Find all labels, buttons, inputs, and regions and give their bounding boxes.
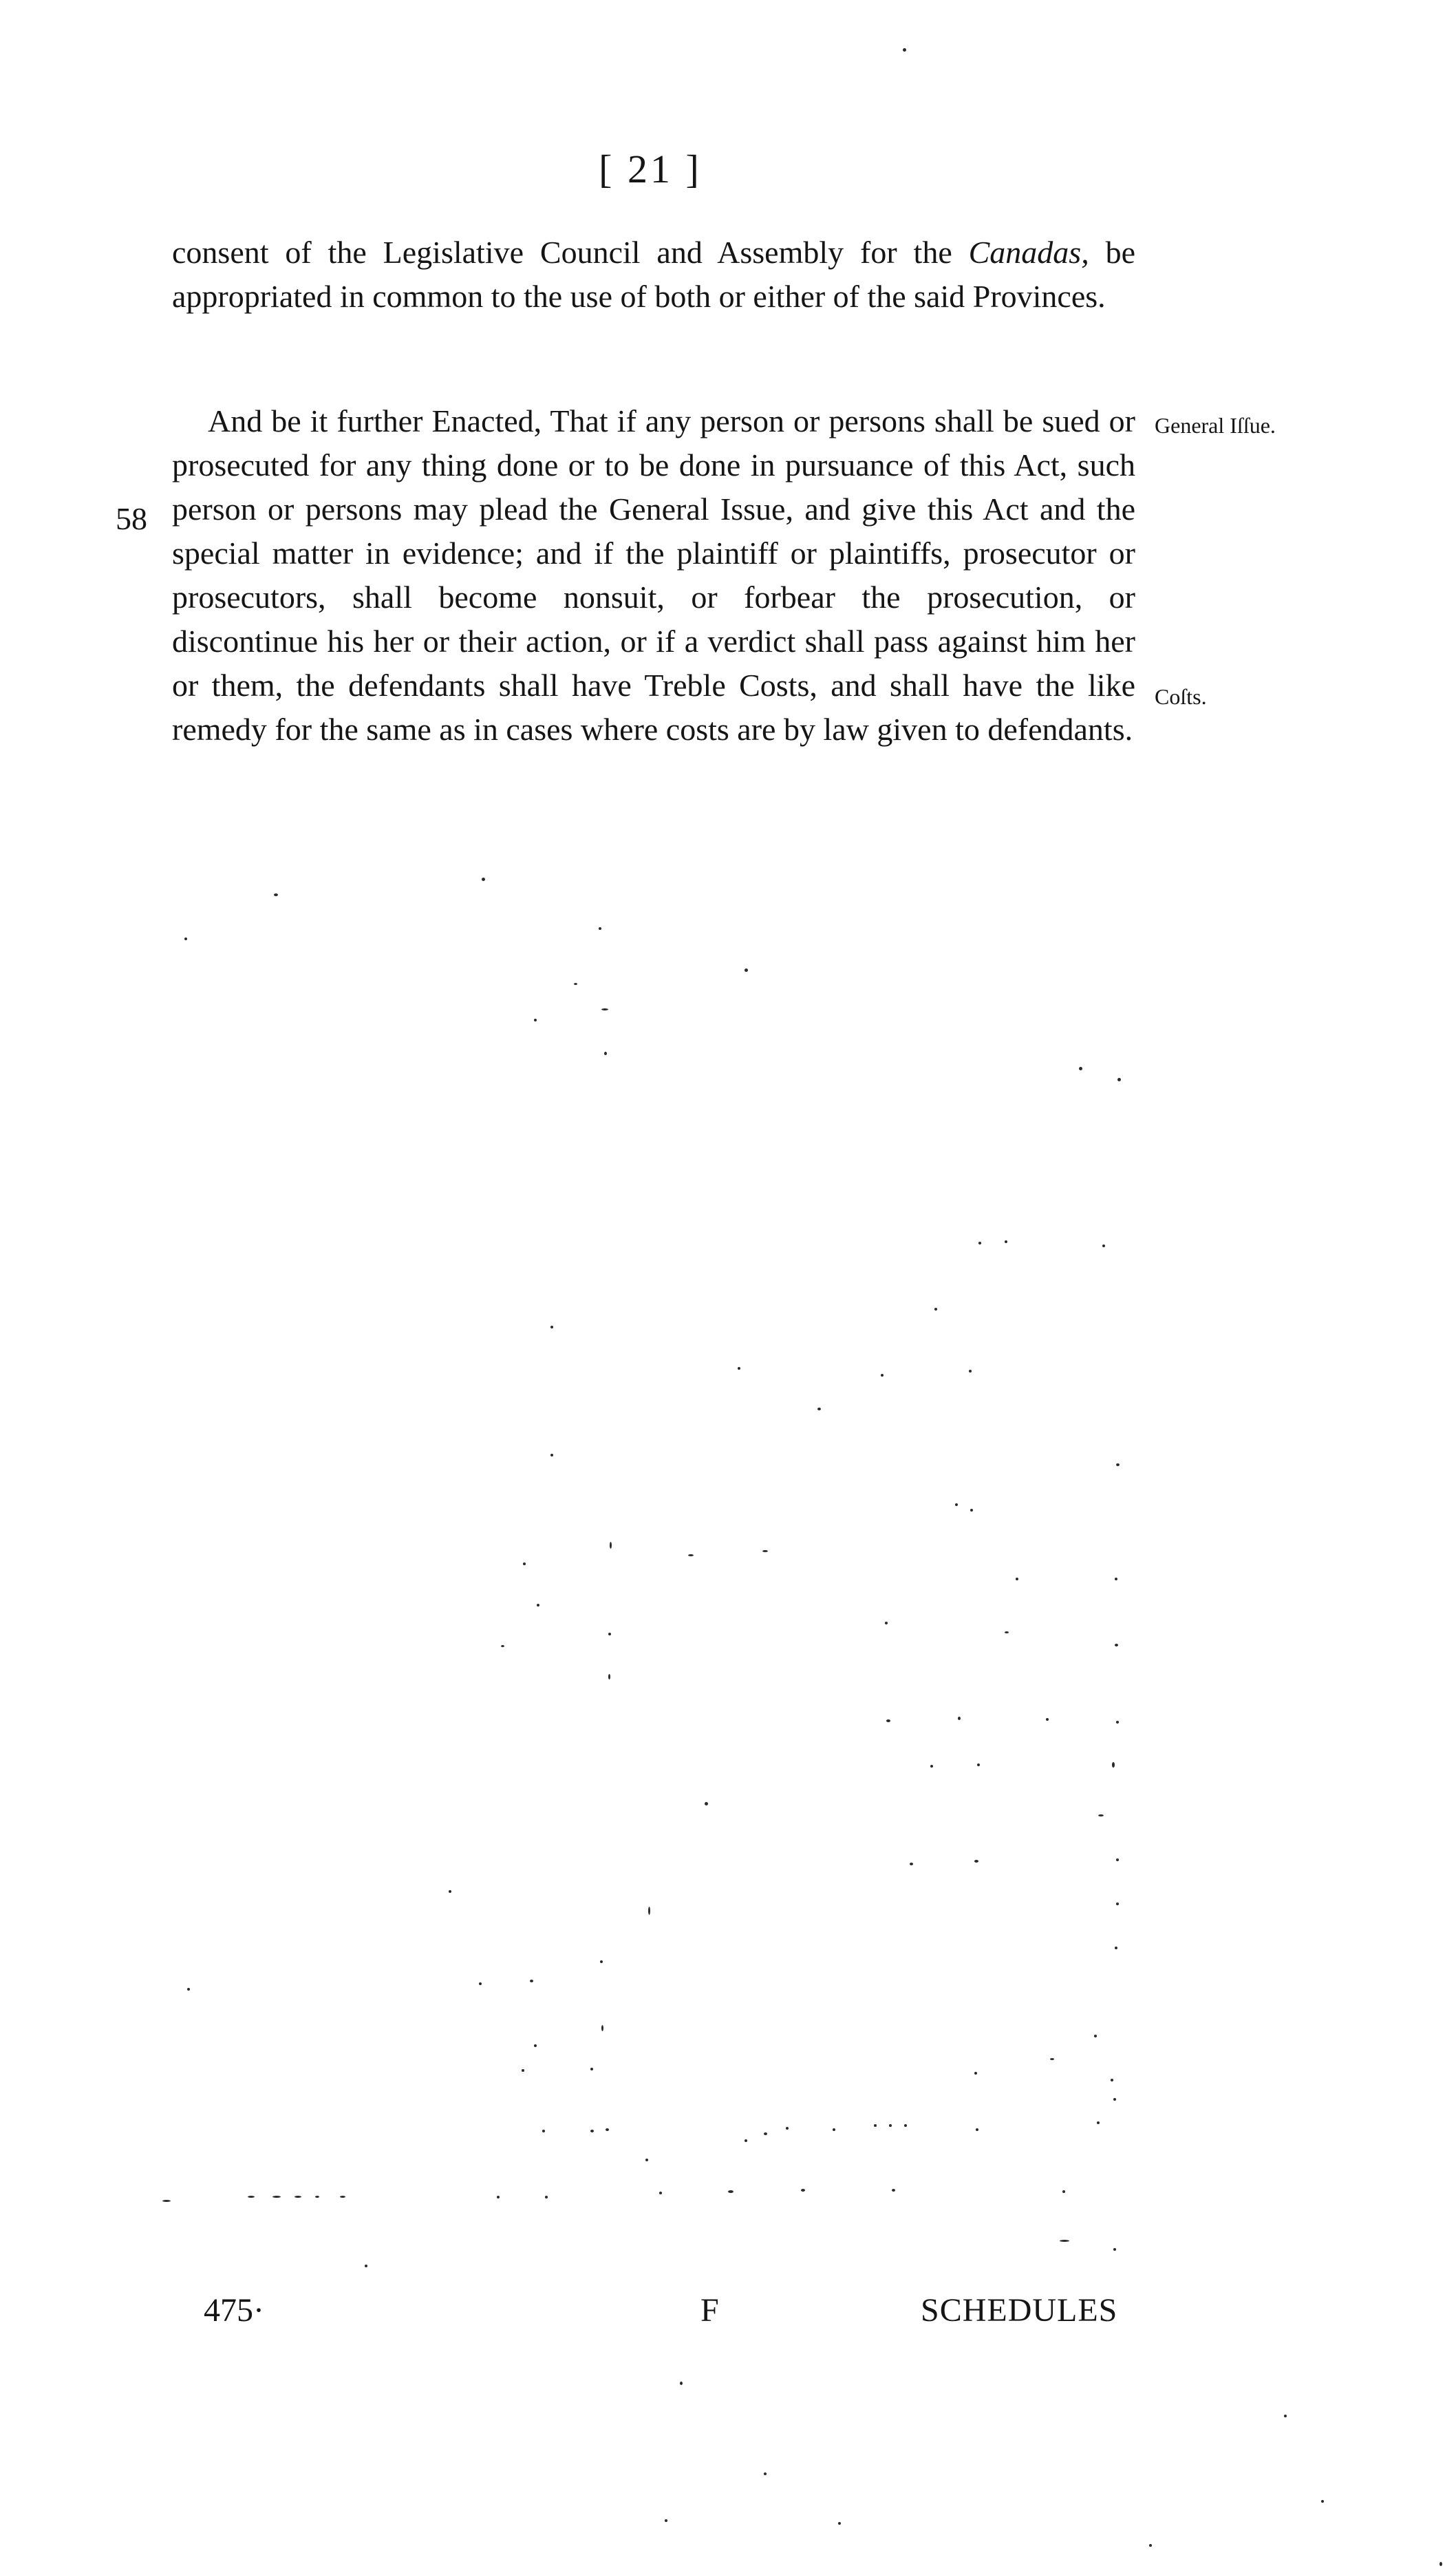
speck (449, 1890, 451, 1893)
speck (537, 1604, 539, 1607)
speck (665, 2519, 667, 2522)
speck (728, 2190, 734, 2193)
speck (608, 1633, 611, 1635)
speck (904, 2124, 907, 2127)
speck (1116, 1721, 1119, 1724)
speck (601, 2025, 603, 2031)
speck (745, 968, 748, 972)
speck (550, 1454, 553, 1456)
footer-signature-mark: F (700, 2292, 719, 2329)
speck (599, 927, 601, 930)
speck (522, 2069, 524, 2072)
speck (974, 1860, 978, 1863)
speck (1115, 1644, 1118, 1646)
speck (648, 1907, 650, 1915)
speck (1016, 1578, 1018, 1580)
speck (838, 2522, 841, 2525)
speck (745, 2139, 747, 2142)
speck (187, 1988, 190, 1991)
speck (886, 1719, 890, 1722)
speck (1098, 1814, 1104, 1816)
speck (590, 2130, 594, 2132)
speck (295, 2196, 301, 2198)
speck (892, 2189, 895, 2192)
italic-canadas: Canadas, (968, 235, 1089, 270)
speck (610, 1542, 612, 1549)
speck (1116, 1858, 1119, 1861)
speck (1102, 1244, 1105, 1247)
speck (1116, 1903, 1119, 1905)
margin-line-number: 58 (116, 501, 147, 536)
margin-note-general-issue: General Iſſue. (1155, 413, 1276, 438)
speck (881, 1374, 884, 1377)
speck (1321, 2500, 1324, 2503)
speck (545, 2196, 548, 2198)
speck (1116, 1463, 1120, 1466)
speck (977, 1763, 980, 1766)
speck (1005, 1631, 1009, 1633)
speck (365, 2265, 367, 2267)
speck (817, 1408, 821, 1410)
speck (600, 1960, 603, 1963)
speck (523, 1562, 526, 1565)
speck (482, 878, 485, 881)
speck (1113, 2248, 1116, 2251)
speck (874, 2124, 877, 2127)
page-number: [ 21 ] (599, 147, 702, 191)
speck (162, 2200, 171, 2202)
speck (1050, 2058, 1054, 2060)
speck (976, 2128, 978, 2131)
speck (530, 1980, 533, 1982)
speck (1060, 2240, 1069, 2242)
paragraph-continuation (172, 231, 1135, 319)
speck (274, 893, 278, 896)
speck (1113, 2098, 1116, 2101)
speck (1111, 2079, 1113, 2081)
speck (903, 48, 906, 52)
speck (786, 2127, 789, 2130)
speck (1062, 2190, 1065, 2193)
speck (978, 1242, 981, 1244)
speck (1097, 2121, 1100, 2124)
speck (958, 1717, 961, 1720)
speck (1046, 1718, 1049, 1721)
speck (542, 2130, 545, 2132)
paragraph-2-text: And be it further Enacted, That if any person or persons shall be sued or prosecuted for any thing done or to be done in pursuance of this Act, such person or persons may plead the General Issue, and give this Act and the special matter in evidence; and if the plaintiff or plaintiffs, prosecutor or prosecutors, shall become nonsuit, or forbear the prosecution, or discontinue his her or their action, or if a verdict shall pass against him her or them, the defendants shall have Treble Costs, and shall have the like remedy for the same as in cases where costs are by law given to defendants. (172, 403, 1135, 747)
speck (833, 2128, 835, 2131)
speck (248, 2196, 255, 2198)
speck (764, 2132, 767, 2135)
speck (659, 2192, 662, 2194)
speck (1284, 2415, 1287, 2417)
margin-note-costs: Coſts. (1155, 684, 1207, 709)
speck (764, 2472, 767, 2475)
speck (1005, 1240, 1007, 1243)
speck (604, 1052, 607, 1055)
speck (606, 2128, 609, 2131)
speck (479, 1982, 482, 1985)
speck (1115, 1947, 1117, 1949)
speck (889, 2124, 892, 2127)
paragraph-enactment (172, 399, 1135, 752)
speck (801, 2189, 805, 2192)
speck (184, 937, 187, 940)
speck (974, 2072, 977, 2075)
speck (550, 1326, 553, 1328)
speck (705, 1802, 708, 1805)
speck (534, 1019, 537, 1021)
speck (934, 1308, 937, 1311)
speck (272, 2196, 281, 2198)
speck (885, 1622, 888, 1624)
speck (688, 1554, 694, 1556)
footer-folio-number: 475· (204, 2292, 264, 2329)
speck (340, 2196, 345, 2198)
speck (1094, 2035, 1097, 2037)
speck (1112, 1762, 1115, 1768)
speck (1439, 2562, 1442, 2566)
speck (534, 2044, 537, 2047)
speck (574, 983, 577, 985)
speck (680, 2382, 683, 2385)
paragraph-1-text-end: be appropriated in common to the use of both or either of the said Provinces. (172, 235, 1135, 314)
speck (762, 1550, 768, 1552)
speck (738, 1367, 740, 1370)
speck (590, 2068, 593, 2070)
footer-catchword: SCHEDULES (921, 2292, 1118, 2329)
speck (501, 1645, 504, 1647)
paragraph-1-text-start: consent of the Legislative Council and Assembly for the (172, 235, 969, 270)
speck (969, 1370, 972, 1373)
speck (645, 2159, 648, 2161)
speck (1117, 1078, 1121, 1081)
speck (315, 2196, 319, 2198)
speck (910, 1863, 913, 1865)
speck (1115, 1578, 1117, 1580)
speck (601, 1008, 608, 1010)
speck (930, 1765, 933, 1768)
speck (497, 2196, 500, 2198)
speck (970, 1509, 973, 1512)
speck (1079, 1067, 1082, 1070)
speck (608, 1674, 610, 1679)
speck (955, 1503, 958, 1506)
speck (1149, 2544, 1152, 2547)
